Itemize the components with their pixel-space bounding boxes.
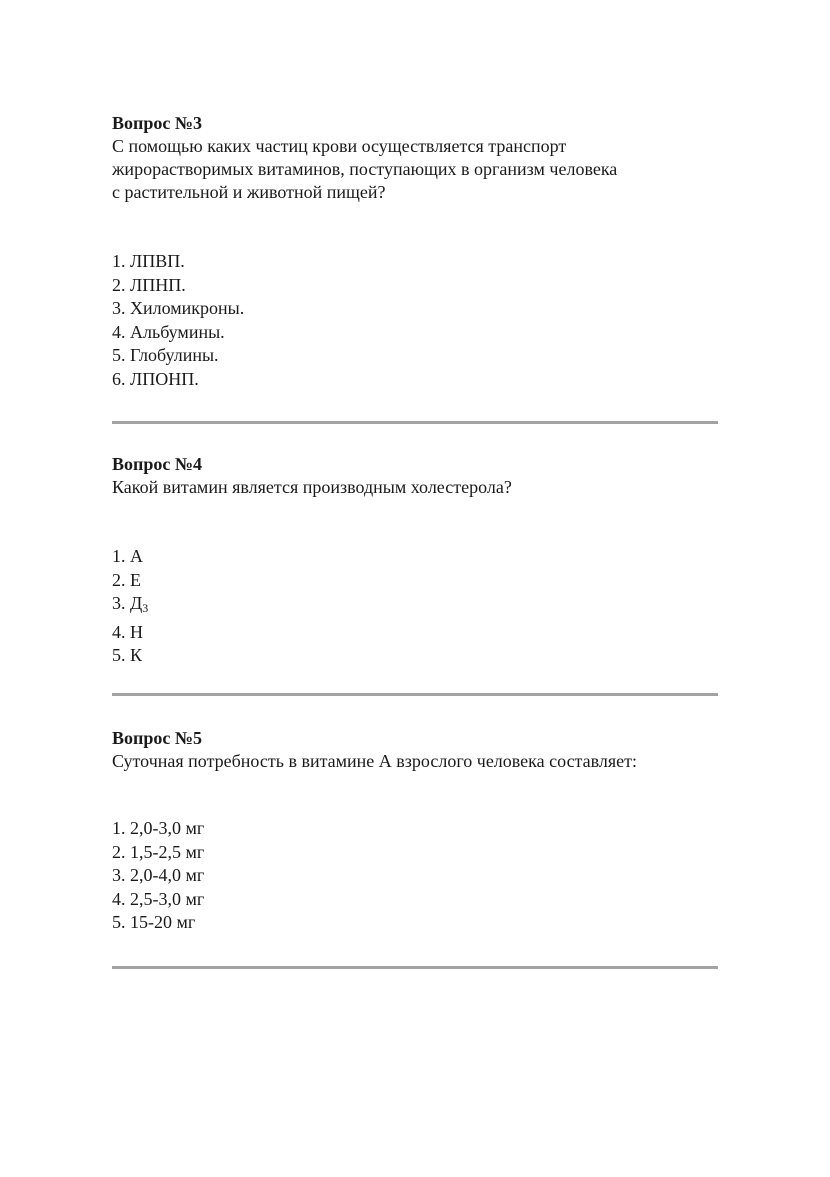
answer-option: 5. К xyxy=(112,645,143,665)
answer-option: 5. 15-20 мг xyxy=(112,912,196,932)
question-title: Вопрос №5 xyxy=(112,728,202,748)
question-title: Вопрос №4 xyxy=(112,454,202,474)
section-divider xyxy=(112,693,718,696)
answer-option: 5. Глобулины. xyxy=(112,345,219,365)
section-divider xyxy=(112,421,718,424)
question-3 xyxy=(112,112,732,391)
answer-option: 3. Хиломикроны. xyxy=(112,298,245,318)
answer-options xyxy=(112,545,732,668)
question-text-line: Какой витамин является производным холестерола? xyxy=(112,477,512,497)
answer-option: 2. Е xyxy=(112,569,141,590)
question-text xyxy=(112,750,732,773)
section-divider xyxy=(112,966,718,969)
answer-option xyxy=(112,592,732,621)
answer-option: 6. ЛПОНП. xyxy=(112,368,199,389)
question-text-line: с растительной и животной пищей? xyxy=(112,182,386,202)
answer-option: 4. Н xyxy=(112,621,143,642)
question-text-line: Суточная потребность в витамине А взрослого человека составляет: xyxy=(112,751,638,771)
answer-option: 1. ЛПВП. xyxy=(112,251,185,271)
question-4 xyxy=(112,453,732,668)
answer-option: 4. Альбумины. xyxy=(112,321,225,342)
answer-option: 1. 2,0-3,0 мг xyxy=(112,818,205,838)
question-title: Вопрос №3 xyxy=(112,113,202,133)
answer-options xyxy=(112,250,732,391)
question-text-line: С помощью каких частиц крови осуществляется транспорт xyxy=(112,136,567,156)
answer-option-text: 3. Д xyxy=(112,593,143,613)
answer-option: 4. 2,5-3,0 мг xyxy=(112,888,205,909)
answer-option: 3. 2,0-4,0 мг xyxy=(112,865,205,885)
question-text xyxy=(112,476,732,499)
question-5 xyxy=(112,727,732,935)
answer-option: 2. 1,5-2,5 мг xyxy=(112,841,205,862)
answer-option: 1. А xyxy=(112,546,143,566)
question-text-line: жирорастворимых витаминов, поступающих в организм человека xyxy=(112,159,618,179)
subscript: 3 xyxy=(142,601,149,615)
answer-option: 2. ЛПНП. xyxy=(112,274,186,295)
answer-options xyxy=(112,817,732,935)
question-text xyxy=(112,135,732,204)
